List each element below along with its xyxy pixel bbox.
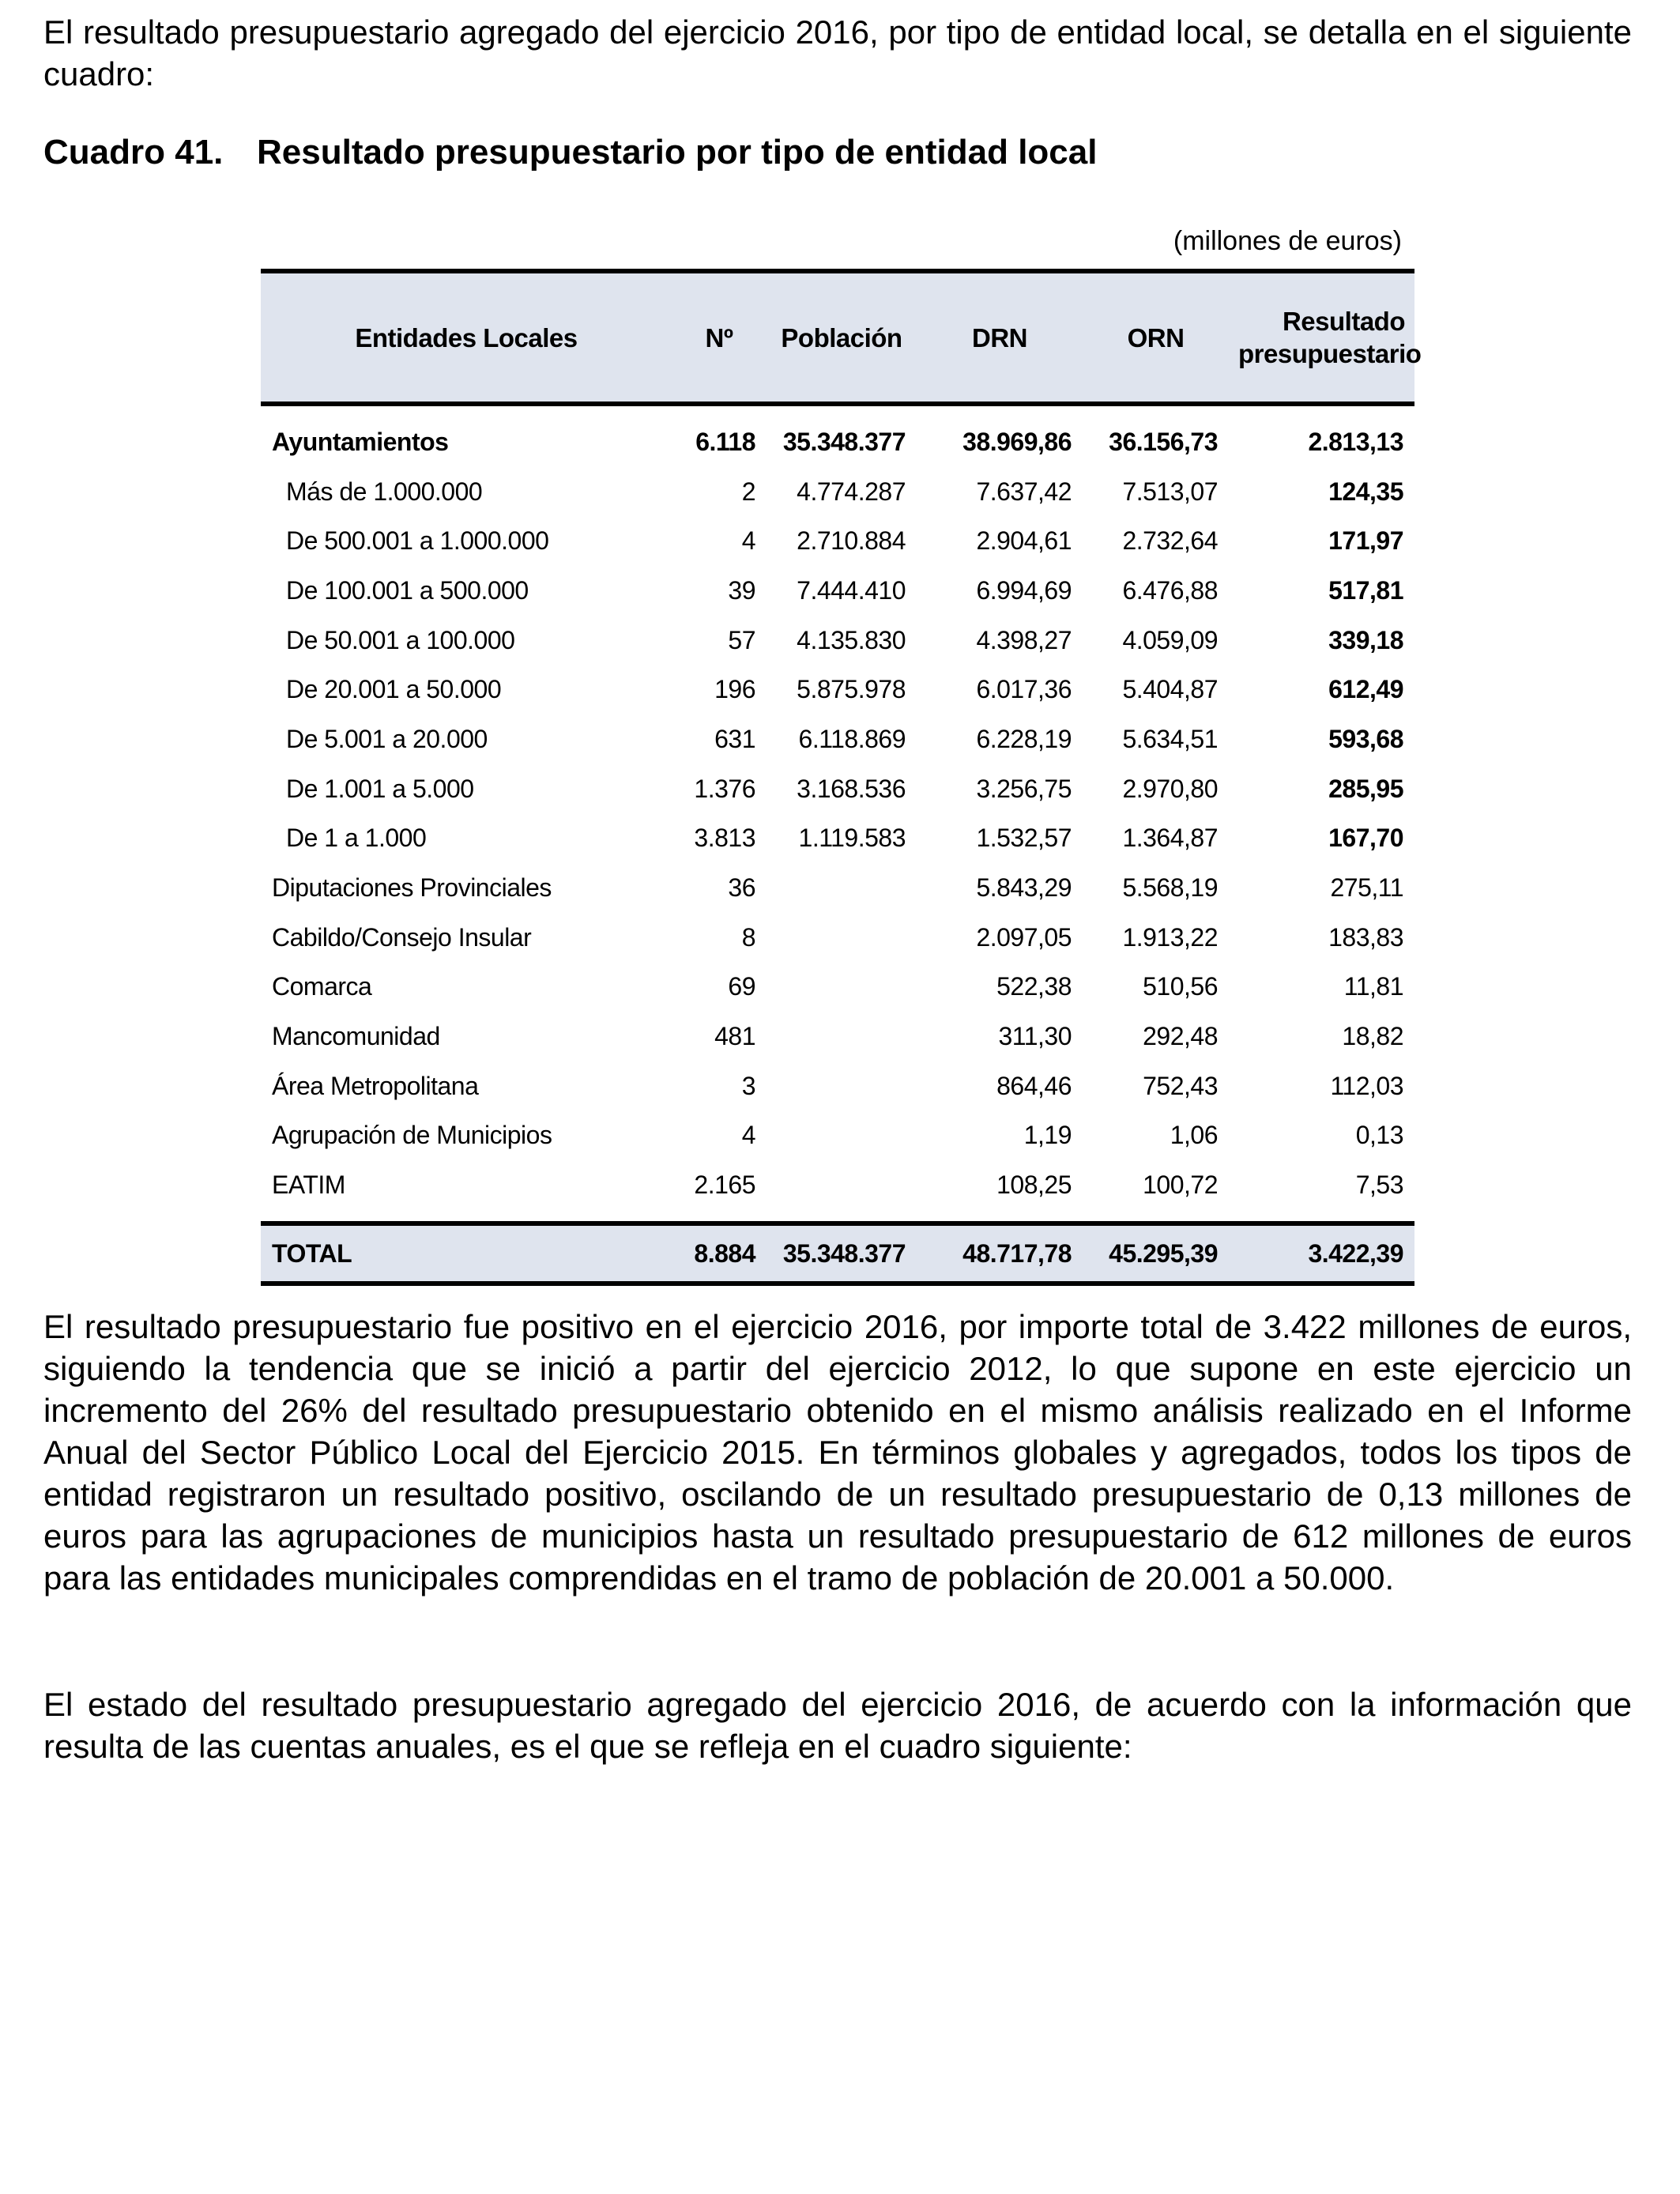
cell-result: 0,13 [1355,1121,1403,1150]
analysis-paragraph: El resultado presupuestario fue positivo en el ejercicio 2016, por importe total de 3.422 millones de euros, siguiendo la tendencia que se inició a partir del ejercicio 2012, lo que supone en este ejercicio un incremento del 26% del resultado presupuestario obtenido en el mismo análisis realizado en el Informe Anual del Sector Público Local del Ejercicio 2015. En términos globales y agregados, todos los tipos de entidad registraron un resultado positivo, oscilando de un resultado presupuestario de 0,13 millones de euros para las agrupaciones de municipios hasta un resultado presupuestario de 612 millones de euros para las entidades municipales comprendidas en el tramo de población de 20.001 a 50.000. [43,1308,1632,1596]
cell-result: 275,11 [1330,873,1403,903]
table-row [261,516,1414,566]
cell-name: De 100.001 a 500.000 [286,575,529,605]
closing-paragraph: El estado del resultado presupuestario agregado del ejercicio 2016, de acuerdo con la información que resulta de las cuentas anuales, es el que se refleja en el cuadro siguiente: [43,1686,1632,1765]
cell-result: 517,81 [1328,575,1403,605]
cell-population: 35.348.377 [782,427,906,456]
total-result: 3.422,39 [1229,1223,1414,1284]
cell-result: 183,83 [1328,922,1403,952]
cell-name: De 500.001 a 1.000.000 [286,526,549,556]
cell-orn: 752,43 [1143,1071,1218,1100]
table-row [261,1061,1414,1111]
table-row [261,1012,1414,1061]
cell-drn: 1,19 [1023,1121,1072,1150]
cell-drn: 864,46 [996,1071,1072,1100]
table-spacer [261,1210,1414,1223]
cell-result: 7,53 [1355,1171,1403,1200]
cell-drn: 4.398,27 [976,625,1072,654]
cell-population [767,913,917,963]
cell-count: 481 [714,1022,755,1051]
header-population: Población [767,271,917,404]
caption-number: Cuadro 41. [43,133,224,172]
table-total-row [261,1223,1414,1284]
cell-population: 7.444.410 [797,575,906,605]
cell-name: Comarca [272,972,372,1001]
cell-orn: 1.913,22 [1122,922,1218,952]
intro-paragraph: El resultado presupuestario agregado del ejercicio 2016, por tipo de entidad local, se detalla en el siguiente cuadro: [43,13,1632,92]
cell-population [767,1012,917,1061]
cell-count: 4 [741,1121,755,1150]
table-spacer [261,404,1414,417]
cell-population: 6.118.869 [798,724,906,753]
table-row [261,913,1414,963]
cell-count: 3 [741,1071,755,1100]
cell-population [767,1061,917,1111]
header-count: Nº [672,271,767,404]
cell-orn: 1,06 [1170,1121,1218,1150]
cell-result: 124,35 [1328,477,1403,506]
budget-result-table [261,269,1422,1286]
cell-name: De 5.001 a 20.000 [286,724,488,753]
cell-count: 3.813 [694,824,755,853]
cell-result: 11,81 [1343,972,1403,1001]
cell-name: Área Metropolitana [272,1071,479,1100]
cell-orn: 1.364,87 [1122,824,1218,853]
total-drn: 48.717,78 [917,1223,1083,1284]
cell-count: 6.118 [695,427,755,456]
cell-population: 5.875.978 [797,675,906,704]
header-orn: ORN [1083,271,1229,404]
cell-name: EATIM [272,1171,345,1200]
table-row [261,814,1414,864]
cell-result: 2.813,13 [1308,427,1403,456]
header-entity: Entidades Locales [261,271,672,404]
cell-drn: 108,25 [996,1171,1072,1200]
cell-name: Diputaciones Provinciales [272,873,552,903]
table-body [261,404,1414,1223]
table-row [261,566,1414,616]
table-row [261,863,1414,913]
cell-population [767,963,917,1012]
cell-population: 4.135.830 [797,625,906,654]
table-row [261,417,1414,467]
cell-count: 57 [728,625,755,654]
cell-count: 69 [728,972,755,1001]
cell-name: De 1 a 1.000 [286,824,427,853]
budget-result-table-container [261,269,1422,1286]
cell-name: De 1.001 a 5.000 [286,774,474,803]
cell-population [767,1160,917,1210]
cell-count: 39 [728,575,755,605]
cell-result: 167,70 [1328,824,1403,853]
cell-drn: 6.228,19 [976,724,1072,753]
table-row [261,467,1414,517]
cell-drn: 3.256,75 [976,774,1072,803]
cell-drn: 7.637,42 [976,477,1072,506]
cell-drn: 5.843,29 [976,873,1072,903]
total-orn: 45.295,39 [1083,1223,1229,1284]
cell-population [767,1111,917,1161]
cell-population [767,863,917,913]
header-drn: DRN [917,271,1083,404]
cell-orn: 5.634,51 [1122,724,1218,753]
cell-name: Agrupación de Municipios [272,1121,552,1150]
cell-orn: 510,56 [1143,972,1218,1001]
cell-orn: 2.732,64 [1122,526,1218,556]
cell-result: 285,95 [1328,774,1403,803]
cell-population: 2.710.884 [797,526,906,556]
caption-title: Resultado presupuestario por tipo de entidad local [257,133,1098,172]
cell-drn: 38.969,86 [962,427,1072,456]
cell-drn: 2.097,05 [976,922,1072,952]
cell-orn: 6.476,88 [1122,575,1218,605]
cell-drn: 522,38 [996,972,1072,1001]
cell-name: Ayuntamientos [272,427,449,456]
cell-result: 593,68 [1328,724,1403,753]
cell-orn: 4.059,09 [1122,625,1218,654]
cell-count: 196 [714,675,755,704]
cell-orn: 100,72 [1143,1171,1218,1200]
table-row [261,616,1414,665]
table-row [261,714,1414,764]
cell-orn: 36.156,73 [1109,427,1218,456]
cell-name: Mancomunidad [272,1022,440,1051]
units-note: (millones de euros) [1173,226,1402,256]
cell-drn: 6.017,36 [976,675,1072,704]
cell-name: Más de 1.000.000 [286,477,483,506]
cell-count: 2.165 [694,1171,755,1200]
table-row [261,1111,1414,1161]
table-row [261,963,1414,1012]
table-row [261,764,1414,814]
cell-result: 18,82 [1342,1022,1403,1051]
total-population: 35.348.377 [767,1223,917,1284]
cell-result: 112,03 [1330,1071,1403,1100]
cell-drn: 1.532,57 [976,824,1072,853]
cell-drn: 6.994,69 [976,575,1072,605]
cell-result: 339,18 [1328,625,1403,654]
cell-orn: 2.970,80 [1122,774,1218,803]
cell-count: 2 [741,477,755,506]
cell-orn: 5.568,19 [1122,873,1218,903]
table-caption [43,133,1097,172]
cell-orn: 292,48 [1143,1022,1218,1051]
cell-result: 612,49 [1328,675,1403,704]
cell-name: De 50.001 a 100.000 [286,625,515,654]
cell-count: 8 [741,922,755,952]
table-row [261,1160,1414,1210]
cell-count: 631 [714,724,755,753]
header-result-line2: presupuestario [1238,339,1422,368]
cell-population: 3.168.536 [797,774,906,803]
total-count: 8.884 [672,1223,767,1284]
cell-drn: 311,30 [998,1022,1072,1051]
cell-count: 36 [728,873,755,903]
cell-result: 171,97 [1328,526,1403,556]
cell-count: 4 [741,526,755,556]
cell-population: 1.119.583 [798,824,906,853]
cell-population: 4.774.287 [797,477,906,506]
header-result [1229,271,1422,404]
cell-count: 1.376 [694,774,755,803]
cell-drn: 2.904,61 [976,526,1072,556]
cell-name: De 20.001 a 50.000 [286,675,502,704]
cell-name: Cabildo/Consejo Insular [272,922,532,952]
header-result-line1: Resultado [1282,307,1405,336]
table-header-row [261,271,1414,404]
cell-orn: 5.404,87 [1122,675,1218,704]
total-name: TOTAL [261,1223,672,1284]
table-row [261,665,1414,714]
cell-orn: 7.513,07 [1122,477,1218,506]
